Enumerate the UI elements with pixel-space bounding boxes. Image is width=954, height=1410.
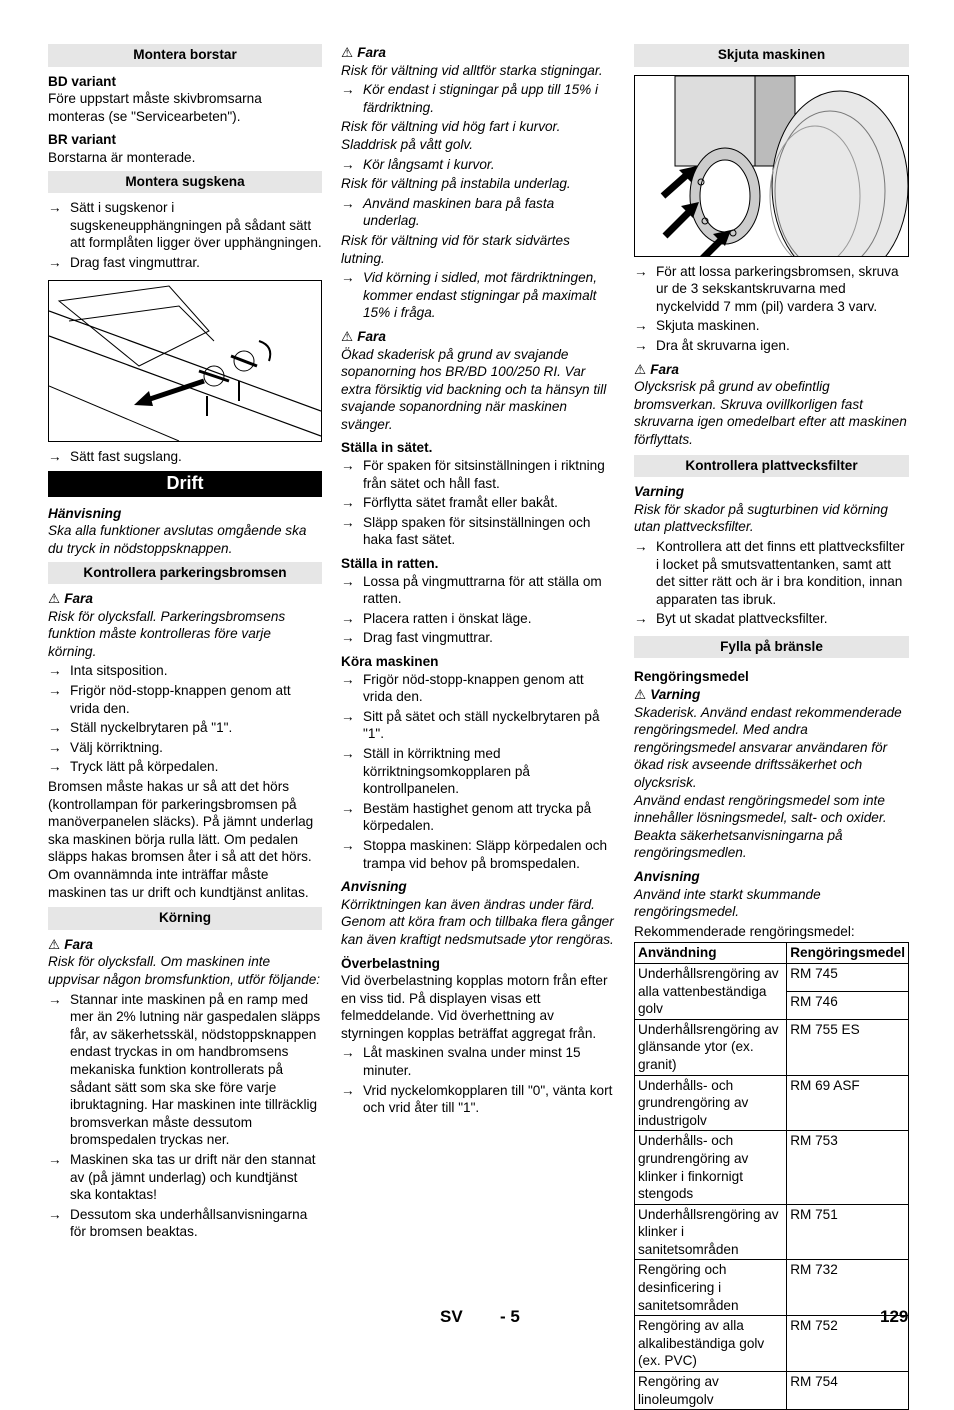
paragraph: Rekommenderade rengöringsmedel:: [634, 923, 855, 939]
arrow-icon: →: [341, 270, 355, 286]
subheading: Ställa in ratten.: [341, 556, 439, 572]
section-heading: Kontrollera parkeringsbromsen: [48, 562, 322, 585]
list-item: → Drag fast vingmuttrar.: [341, 630, 493, 646]
warning-text: Risk för vältning vid hög fart i kurvor. Sladdrisk på vått golv.: [341, 119, 561, 152]
list-item: → Placera ratten i önskat läge.: [341, 610, 532, 626]
table-cell: Rengöring och desinficering i sanitetsområden: [635, 1260, 787, 1316]
list-item: → Ställ nyckelbrytaren på "1".: [48, 720, 233, 736]
list-item: → Dessutom ska underhållsanvisningarna för bromsen beaktas.: [48, 1206, 308, 1240]
list-item: → Vid körning i sidled, mot färdriktningen, kommer endast stigningar på maximalt 15% i fråga.: [341, 270, 597, 321]
arrow-icon: →: [341, 630, 355, 646]
section-heading: Montera sugskena: [48, 171, 322, 194]
warning-text: Risk för olycksfall. Om maskinen inte uppvisar någon bromsfunktion, utför följande:: [48, 954, 321, 987]
list-item: → Vrid nyckelomkopplaren till "0", vänta kort och vrid åter till "1".: [341, 1082, 613, 1116]
list-item: → Stannar inte maskinen på en ramp med mer än 2% lutning när gaspedalen släpps får, av säkerhetsskäl, nödstoppsknappen endast tryckas in om handbromsens mekaniska funktion kontrollerats på sådant sätt som ska ske före varje ibruktagning. Har maskinen inte tillräcklig bromsverkan måste dessutom bromspedalen tryckas ner.: [48, 991, 321, 1148]
warning-icon: ⚠: [634, 687, 647, 703]
arrow-icon: →: [341, 82, 355, 98]
table-cell: RM 751: [787, 1204, 909, 1260]
subheading: Överbelastning: [341, 955, 440, 971]
list-item: → För spaken för sitsinställningen i riktning från sätet och håll fast.: [341, 458, 605, 491]
footer-language: SV: [440, 1307, 463, 1326]
note-text: Körriktningen kan även ändras under färd. Genom att köra fram och tillbaka flera gånger kan även kraftigt nedsmutsade ytor rengöras.: [341, 896, 614, 947]
arrow-icon: →: [634, 318, 648, 334]
list-item: → För att lossa parkeringsbromsen, skruva ur de 3 sekskantskruvarna med nyckelvidd 7 mm (pil) vardera 3 varv.: [634, 263, 899, 314]
table-row: [635, 963, 909, 991]
table-header: Användning: [635, 943, 787, 964]
paragraph: Vid överbelastning kopplas motorn från efter en viss tid. På displayen visas ett felmeddelande. Vid överhettning av styrningen kopplas beträffat aggregat från.: [341, 973, 608, 1041]
table-cell: Underhålls- och grundrengöring av industrigolv: [635, 1075, 787, 1131]
list-item: → Låt maskinen svalna under minst 15 minuter.: [341, 1045, 581, 1079]
warning-text: Skaderisk. Använd endast rekommenderade rengöringsmedel. Med andra rengöringsmedel ansvarar användaren för ökad risk avseende driftssäkerhet och olycksrisk. Använd endast rengöringsmedel som inte innehåller lösningsmedel, salt- och oxider. Beakta säkerhetsanvisningarna på rengöringsmedlen.: [634, 704, 902, 861]
table-cell: Underhållsrengöring av glänsande ytor (ex. granit): [635, 1019, 787, 1075]
column-left: [48, 44, 322, 1243]
table-cell: RM 752: [787, 1316, 909, 1372]
paragraph: Bromsen måste hakas ur så att det hörs (kontrollampan för parkeringsbromsen på manöverpanelen släcks). På jämnt underlag ska maskinen börja rulla lätt. Om pedalen släpps hakas bromsen åter i så att det hörs. Om ovannämnda inte inträffar måste maskinen tas ur drift och kundtjänst anlitas.: [48, 779, 314, 900]
warning-text: Risk för vältning vid alltför starka stigningar.: [341, 62, 603, 78]
arrow-icon: →: [634, 538, 648, 554]
warning-text: Ökad skaderisk på grund av svajande sopanorning hos BR/BD 100/250 RI. Var extra försiktig vid backning och ta hänsyn till svajande sopanordning när maskinen svänger.: [341, 346, 607, 432]
warning-title: ⚠ Fara: [48, 936, 93, 952]
arrow-icon: →: [634, 611, 648, 627]
list-item: → Sätt fast sugslang.: [48, 448, 182, 464]
arrow-icon: →: [48, 254, 62, 270]
warning-icon: ⚠: [341, 45, 354, 60]
table-row: [635, 1316, 909, 1372]
column-middle: [341, 44, 614, 1119]
note-title: Varning: [634, 484, 685, 500]
table-cell: RM 754: [787, 1372, 909, 1410]
table-cell: Underhållsrengöring av alla vattenbeständiga golv: [635, 963, 787, 1019]
arrow-icon: →: [341, 1082, 355, 1098]
note-text: Använd inte starkt skummande rengöringsmedel.: [634, 886, 821, 920]
note-text: Ska alla funktioner avslutas omgående ska du tryck in nödstoppsknappen.: [48, 523, 307, 556]
subheading: BR variant: [48, 132, 116, 148]
table-cell: RM 755 ES: [787, 1019, 909, 1075]
arrow-icon: →: [341, 514, 355, 530]
list-item: → Använd maskinen bara på fasta underlag.: [341, 195, 555, 229]
arrow-icon: →: [634, 263, 648, 279]
warning-text: Risk för olycksfall. Parkeringsbromsens funktion måste kontrolleras före varje körning.: [48, 608, 286, 659]
list-item: → Byt ut skadat plattvecksfilter.: [634, 611, 828, 627]
list-item: → Skjuta maskinen.: [634, 318, 760, 334]
table-cell: RM 746: [787, 991, 909, 1019]
table-cell: RM 69 ASF: [787, 1075, 909, 1131]
section-heading: Montera borstar: [48, 44, 322, 67]
warning-text: Risk för vältning vid för stark sidvärtes lutning.: [341, 232, 570, 266]
list-item: → Maskinen ska tas ur drift när den stannat av (på jämnt underlag) och kundtjänst ska kontaktas!: [48, 1151, 316, 1203]
list-item: → Sitt på sätet och ställ nyckelbrytaren på "1".: [341, 708, 600, 742]
warning-icon: ⚠: [341, 328, 354, 344]
subheading: Köra maskinen: [341, 654, 439, 669]
list-item: → Tryck lätt på körpedalen.: [48, 759, 219, 775]
section-heading: Skjuta maskinen: [634, 44, 909, 67]
list-item: → Drag fast vingmuttrar.: [48, 254, 200, 270]
list-item: → Frigör nöd-stopp-knappen genom att vrida den.: [341, 671, 584, 705]
warning-icon: ⚠: [48, 936, 61, 952]
brake-figure: [634, 75, 909, 257]
list-item: → Kör endast i stigningar på upp till 15% i färdriktning.: [341, 82, 599, 115]
arrow-icon: →: [341, 745, 355, 761]
warning-icon: ⚠: [48, 591, 61, 607]
footer-page-number: 129: [880, 1307, 909, 1326]
table-row: [635, 1260, 909, 1316]
list-item: → Lossa på vingmuttrarna för att ställa om ratten.: [341, 573, 602, 607]
arrow-icon: →: [48, 720, 62, 736]
arrow-icon: →: [341, 671, 355, 687]
list-item: → Frigör nöd-stopp-knappen genom att vrida den.: [48, 683, 291, 716]
table-cell: Underhålls- och grundrengöring av klinker i finkornigt stengods: [635, 1131, 787, 1204]
paragraph: Före uppstart måste skivbromsarna monteras (se "Servicearbeten").: [48, 91, 262, 124]
warning-text: Olycksrisk på grund av obefintlig bromsverkan. Skruva ovillkorligen fast skruvarna igen omedelbart efter att maskinen förflyttats.: [634, 379, 907, 447]
footer-page-ref: - 5: [500, 1307, 520, 1326]
detergent-table: [634, 942, 909, 1410]
list-item: → Förflytta sätet framåt eller bakåt.: [341, 495, 558, 511]
section-heading: Körning: [48, 907, 322, 930]
squeegee-figure: [48, 280, 322, 442]
arrow-icon: →: [48, 200, 62, 216]
arrow-icon: →: [48, 663, 62, 679]
table-row: [635, 1019, 909, 1075]
warning-title: ⚠ Fara: [341, 45, 386, 60]
table-row: [635, 1204, 909, 1260]
subheading: Rengöringsmedel: [634, 669, 749, 685]
table-row: [635, 1075, 909, 1131]
table-cell: RM 753: [787, 1131, 909, 1204]
arrow-icon: →: [48, 1206, 62, 1222]
arrow-icon: →: [341, 610, 355, 626]
arrow-icon: →: [48, 683, 62, 699]
arrow-icon: →: [341, 708, 355, 724]
note-title: Anvisning: [634, 869, 700, 884]
warning-text: Risk för vältning på instabila underlag.: [341, 176, 571, 192]
list-item: → Släpp spaken för sitsinställningen och haka fast sätet.: [341, 514, 591, 548]
arrow-icon: →: [341, 573, 355, 589]
list-item: → Sätt i sugskenor i sugskeneupphängningen på sådant sätt att formplåten ligger över upphängningen.: [48, 200, 322, 251]
table-cell: RM 732: [787, 1260, 909, 1316]
note-title: Hänvisning: [48, 505, 122, 521]
list-item: → Stoppa maskinen: Släpp körpedalen och trampa vid behov på bromspedalen.: [341, 837, 608, 871]
arrow-icon: →: [341, 495, 355, 511]
subheading: BD variant: [48, 73, 116, 89]
table-header: Rengöringsmedel: [787, 943, 909, 964]
arrow-icon: →: [341, 156, 355, 172]
table-cell: Underhållsrengöring av klinker i sanitetsområden: [635, 1204, 787, 1260]
arrow-icon: →: [341, 800, 355, 816]
arrow-icon: →: [341, 837, 355, 853]
arrow-icon: →: [341, 458, 355, 474]
subheading: Ställa in sätet.: [341, 440, 433, 456]
table-row: [635, 1131, 909, 1204]
list-item: → Inta sitsposition.: [48, 663, 168, 679]
arrow-icon: →: [48, 991, 62, 1007]
arrow-icon: →: [48, 739, 62, 755]
arrow-icon: →: [48, 448, 62, 464]
table-header-row: [635, 943, 909, 964]
paragraph: Borstarna är monterade.: [48, 149, 196, 165]
note-title: Anvisning: [341, 879, 407, 895]
section-heading: Kontrollera plattvecksfilter: [634, 455, 909, 478]
warning-title: ⚠ Fara: [634, 361, 679, 377]
table-cell: Rengöring av alla alkalibeständiga golv (ex. PVC): [635, 1316, 787, 1372]
warning-title: ⚠ Fara: [48, 591, 93, 607]
list-item: → Dra åt skruvarna igen.: [634, 337, 790, 353]
warning-title: ⚠ Fara: [341, 328, 386, 344]
table-cell: Rengöring av linoleumgolv: [635, 1372, 787, 1410]
warning-icon: ⚠: [634, 361, 647, 377]
warning-text: Risk för skador på sugturbinen vid körning utan plattvecksfilter.: [634, 501, 888, 535]
list-item: → Ställ in körriktning med körriktningsomkopplaren på kontrollpanelen.: [341, 745, 530, 797]
arrow-icon: →: [634, 337, 648, 353]
chapter-heading: Drift: [48, 471, 322, 497]
table-cell: RM 745: [787, 963, 909, 991]
list-item: → Kontrollera att det finns ett plattvecksfilter i locket på smutsvattentanken, samt att det sitter rätt och är i bra kondition, innan apparaten tas ibruk.: [634, 538, 905, 607]
arrow-icon: →: [341, 195, 355, 211]
list-item: → Bestäm hastighet genom att trycka på körpedalen.: [341, 800, 592, 834]
warning-title: ⚠ Varning: [634, 687, 701, 703]
list-item: → Kör långsamt i kurvor.: [341, 156, 495, 172]
arrow-icon: →: [48, 759, 62, 775]
list-item: → Välj körriktning.: [48, 739, 163, 755]
section-heading: Fylla på bränsle: [634, 636, 909, 659]
table-row: [635, 1372, 909, 1410]
arrow-icon: →: [48, 1151, 62, 1167]
arrow-icon: →: [341, 1045, 355, 1061]
column-right: [634, 44, 909, 1410]
